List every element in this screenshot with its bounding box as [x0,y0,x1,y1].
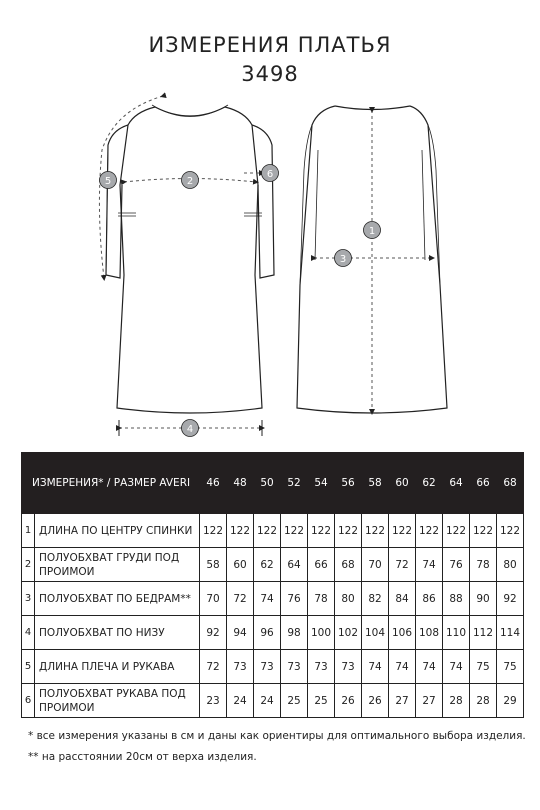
table-cell: 58 [200,548,227,582]
table-cell: 94 [227,616,254,650]
table-cell: 25 [308,684,335,718]
table-cell: 80 [335,582,362,616]
table-cell: 73 [254,650,281,684]
table-cell: 72 [389,548,416,582]
table-cell: 68 [335,548,362,582]
table-cell: 75 [470,650,497,684]
table-cell: 72 [200,650,227,684]
table-cell: 24 [254,684,281,718]
table-cell: 122 [254,514,281,548]
header-label: ИЗМЕРЕНИЯ* / РАЗМЕР AVERI [22,453,200,514]
table-cell: 28 [470,684,497,718]
marker-2 [182,172,199,189]
table-cell: 26 [335,684,362,718]
back-measure-lines [314,110,432,412]
table-cell: 108 [416,616,443,650]
table-cell: 98 [281,616,308,650]
table-body [22,514,524,718]
table-cell: 122 [308,514,335,548]
table-cell: 74 [254,582,281,616]
table-cell: 74 [416,548,443,582]
footnote-2: ** на расстоянии 20см от верха изделия. [28,751,257,763]
marker-1 [364,222,381,239]
table-cell: 28 [443,684,470,718]
size-header-46: 46 [200,453,227,514]
table-cell: 73 [227,650,254,684]
svg-text:5: 5 [104,176,112,187]
table-cell: 73 [308,650,335,684]
svg-text:6: 6 [266,169,274,180]
table-cell: 70 [362,548,389,582]
table-cell: 96 [254,616,281,650]
row-number: 1 [22,514,35,548]
table-cell: 86 [416,582,443,616]
size-header-68: 68 [497,453,524,514]
table-cell: 78 [470,548,497,582]
table-cell: 114 [497,616,524,650]
size-header-48: 48 [227,453,254,514]
table-cell: 23 [200,684,227,718]
dress-front-view [106,105,274,413]
table-cell: 100 [308,616,335,650]
table-cell: 122 [281,514,308,548]
table-cell: 122 [416,514,443,548]
table-cell: 74 [362,650,389,684]
table-cell: 60 [227,548,254,582]
table-row [22,514,524,548]
table-cell: 27 [416,684,443,718]
marker-3 [335,250,352,267]
table-cell: 112 [470,616,497,650]
row-label: ПОЛУОБХВАТ РУКАВА ПОД ПРОИМОИ [35,684,200,718]
table-cell: 25 [281,684,308,718]
size-header-52: 52 [281,453,308,514]
table-cell: 76 [443,548,470,582]
row-label: ДЛИНА ПЛЕЧА И РУКАВА [35,650,200,684]
row-label: ПОЛУОБХВАТ ПО НИЗУ [35,616,200,650]
table-cell: 74 [416,650,443,684]
table-cell: 104 [362,616,389,650]
table-cell: 74 [443,650,470,684]
table-cell: 80 [497,548,524,582]
size-header-56: 56 [335,453,362,514]
table-cell: 122 [470,514,497,548]
table-cell: 74 [389,650,416,684]
svg-text:1: 1 [368,226,376,237]
table-cell: 88 [443,582,470,616]
table-cell: 92 [200,616,227,650]
marker-5 [100,172,117,189]
table-cell: 122 [389,514,416,548]
table-cell: 73 [335,650,362,684]
row-number: 5 [22,650,35,684]
size-header-58: 58 [362,453,389,514]
table-cell: 90 [470,582,497,616]
row-label: ПОЛУОБХВАТ ПО БЕДРАМ** [35,582,200,616]
table-cell: 106 [389,616,416,650]
page-title: ИЗМЕРЕНИЯ ПЛАТЬЯ [148,33,392,57]
table-cell: 24 [227,684,254,718]
size-header-60: 60 [389,453,416,514]
row-label: ПОЛУОБХВАТ ГРУДИ ПОД ПРОИМОИ [35,548,200,582]
table-cell: 122 [443,514,470,548]
table-cell: 110 [443,616,470,650]
table-cell: 73 [281,650,308,684]
table-cell: 122 [200,514,227,548]
table-header-row [22,453,524,514]
table-cell: 27 [389,684,416,718]
svg-text:3: 3 [339,254,347,265]
footnote-1: * все измерения указаны в см и даны как ориентиры для оптимального выбора изделия. [28,730,526,742]
table-cell: 122 [497,514,524,548]
table-row [22,650,524,684]
row-number: 3 [22,582,35,616]
marker-4 [182,420,199,437]
table-cell: 84 [389,582,416,616]
table-row [22,582,524,616]
table-cell: 82 [362,582,389,616]
model-number: 3498 [241,62,299,86]
table-cell: 122 [335,514,362,548]
table-cell: 78 [308,582,335,616]
table-cell: 92 [497,582,524,616]
table-row [22,616,524,650]
size-header-64: 64 [443,453,470,514]
size-header-54: 54 [308,453,335,514]
table-cell: 75 [497,650,524,684]
svg-text:4: 4 [186,424,194,435]
table-row [22,548,524,582]
table-cell: 66 [308,548,335,582]
table-cell: 122 [362,514,389,548]
size-header-62: 62 [416,453,443,514]
row-label: ДЛИНА ПО ЦЕНТРУ СПИНКИ [35,514,200,548]
svg-text:2: 2 [186,176,194,187]
row-number: 4 [22,616,35,650]
table-cell: 72 [227,582,254,616]
size-header-66: 66 [470,453,497,514]
table-row [22,684,524,718]
table-cell: 29 [497,684,524,718]
size-chart-table [21,452,524,718]
marker-6 [262,165,279,182]
row-number: 2 [22,548,35,582]
row-number: 6 [22,684,35,718]
table-cell: 64 [281,548,308,582]
table-cell: 26 [362,684,389,718]
table-cell: 70 [200,582,227,616]
table-cell: 62 [254,548,281,582]
table-cell: 122 [227,514,254,548]
size-header-50: 50 [254,453,281,514]
table-cell: 76 [281,582,308,616]
table-cell: 102 [335,616,362,650]
